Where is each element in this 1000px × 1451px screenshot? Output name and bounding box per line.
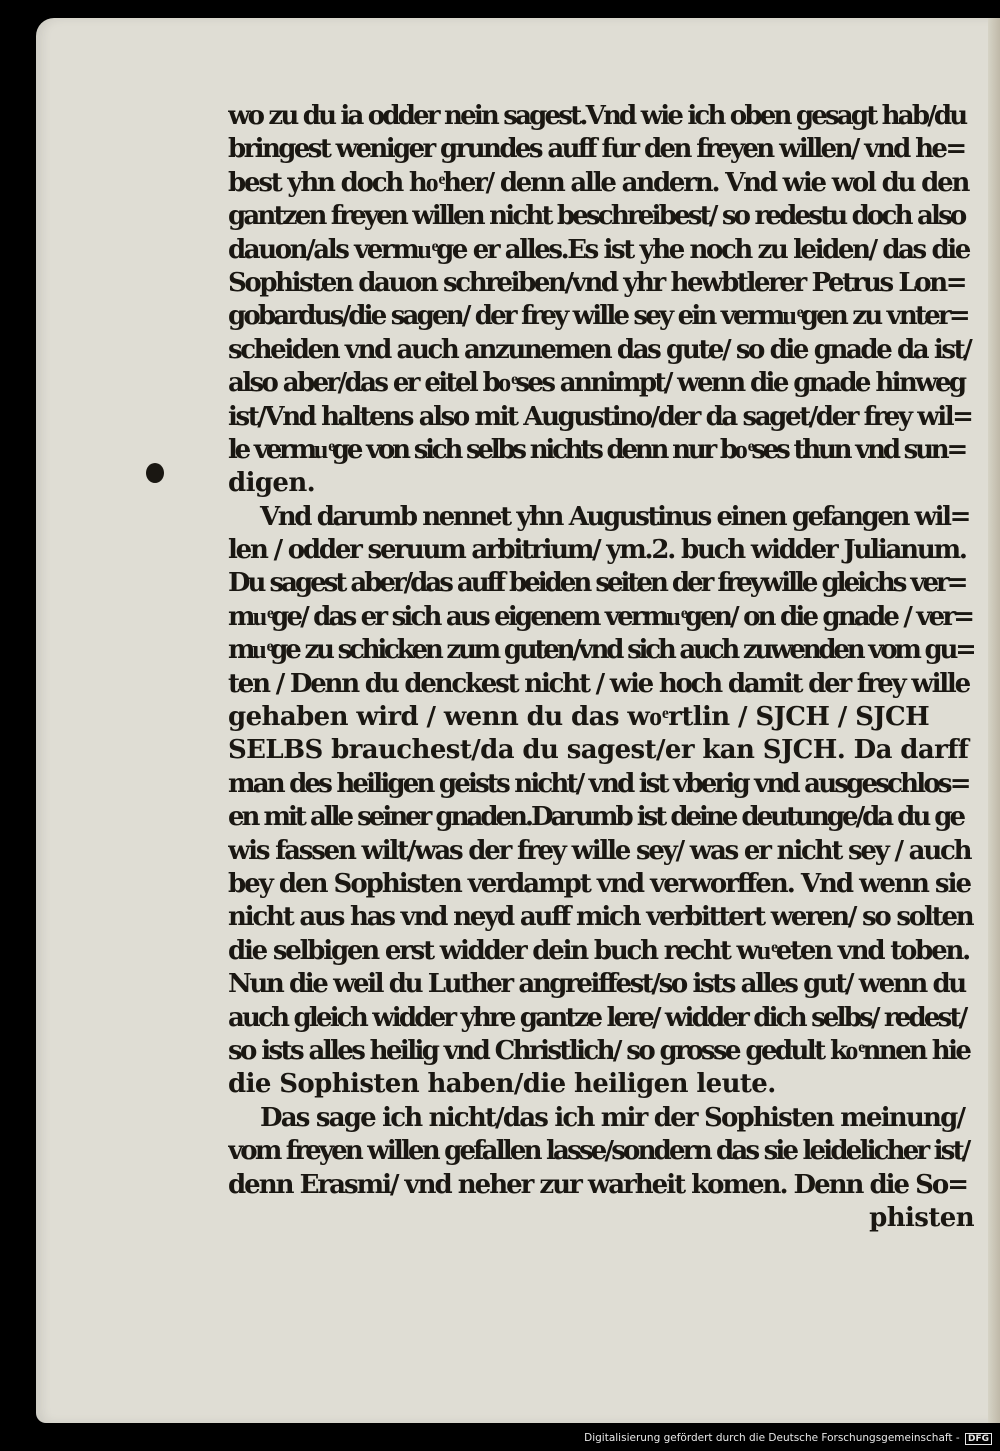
text-line: man des heiligen geists nicht/ vnd ist vberig vnd ausgeschlos= bbox=[228, 768, 969, 799]
text-line: digen. bbox=[228, 468, 316, 499]
text-line: Du sagest aber/das auff beiden seiten der freywille gleichs ver= bbox=[228, 568, 966, 599]
text-line: nicht aus has vnd neyd auff mich verbittert weren/ so solten bbox=[228, 902, 973, 933]
ink-blot bbox=[146, 463, 164, 483]
dfg-logo: DFG bbox=[965, 1433, 992, 1445]
text-line: bey den Sophisten verdampt vnd verworffen. Vnd wenn sie bbox=[228, 868, 970, 899]
text-line: phisten bbox=[869, 1202, 974, 1233]
text-line: gantzen freyen willen nicht beschreibest/ so redestu doch also bbox=[228, 201, 965, 232]
text-line: die Sophisten haben/die heiligen leute. bbox=[228, 1069, 776, 1100]
text-line: Vnd darumb nennet yhn Augustinus einen gefangen wil= bbox=[260, 501, 969, 532]
text-line: len / odder seruum arbitrium/ ym.2. buch widder Julianum. bbox=[228, 535, 966, 566]
text-line: gehaben wird / wenn du das woͤrtlin / SJCH / SJCH bbox=[228, 702, 930, 733]
text-line: bringest weniger grundes auff fur den freyen willen/ vnd he= bbox=[228, 134, 965, 165]
text-line: muͤge/ das er sich aus eigenem vermuͤgen/ on die gnade / ver= bbox=[228, 601, 973, 632]
text-line: ist/Vnd haltens also mit Augustino/der da saget/der frey wil= bbox=[228, 401, 972, 432]
text-line: so ists alles heilig vnd Christlich/ so grosse gedult koͤnnen hie bbox=[228, 1035, 970, 1066]
body-text bbox=[228, 100, 974, 1235]
text-line: wo zu du ia odder nein sagest.Vnd wie ich oben gesagt hab/du bbox=[228, 101, 966, 131]
text-line: auch gleich widder yhre gantze lere/ widder dich selbs/ redest/ bbox=[228, 1002, 966, 1033]
text-line: dauon/als vermuͤge er alles.Es ist yhe noch zu leiden/ das die bbox=[228, 234, 969, 265]
text-line: scheiden vnd auch anzunemen das gute/ so die gnade da ist/ bbox=[228, 334, 971, 365]
text-line: Das sage ich nicht/das ich mir der Sophisten meinung/ bbox=[260, 1102, 965, 1133]
text-line: Nun die weil du Luther angreiffest/so ists alles gut/ wenn du bbox=[228, 969, 965, 1000]
text-line: gobardus/die sagen/ der frey wille sey ein vermuͤgen zu vnter= bbox=[228, 301, 968, 332]
text-line: muͤge zu schicken zum guten/vnd sich auch zuwenden vom gu= bbox=[228, 635, 974, 666]
text-line: en mit alle seiner gnaden.Darumb ist deine deutunge/da du ge bbox=[228, 802, 964, 833]
text-line: ten / Denn du denckest nicht / wie hoch damit der frey wille bbox=[228, 668, 969, 699]
text-line: denn Erasmi/ vnd neher zur warheit komen. Denn die So= bbox=[228, 1169, 968, 1200]
text-line: wis fassen wilt/was der frey wille sey/ was er nicht sey / auch bbox=[228, 835, 971, 866]
text-line: die selbigen erst widder dein buch recht wuͤeten vnd toben. bbox=[228, 935, 970, 966]
footer-credit bbox=[584, 1432, 992, 1445]
text-line: vom freyen willen gefallen lasse/sondern das sie leidelicher ist/ bbox=[228, 1136, 969, 1167]
footer-text: Digitalisierung gefördert durch die Deutsche Forschungsgemeinschaft - bbox=[584, 1432, 960, 1444]
text-line: also aber/das er eitel boͤses annimpt/ wenn die gnade hinweg bbox=[228, 368, 965, 399]
text-line: SELBS brauchest/da du sagest/er kan SJCH. Da darff bbox=[228, 735, 969, 766]
text-line: le vermuͤge von sich selbs nichts denn nur boͤses thun vnd sun= bbox=[228, 434, 966, 465]
page-edge bbox=[988, 18, 1000, 1423]
text-line: Sophisten dauon schreiben/vnd yhr hewbtlerer Petrus Lon= bbox=[228, 267, 966, 298]
text-line: best yhn doch hoͤher/ denn alle andern. Vnd wie wol du den bbox=[228, 167, 969, 198]
